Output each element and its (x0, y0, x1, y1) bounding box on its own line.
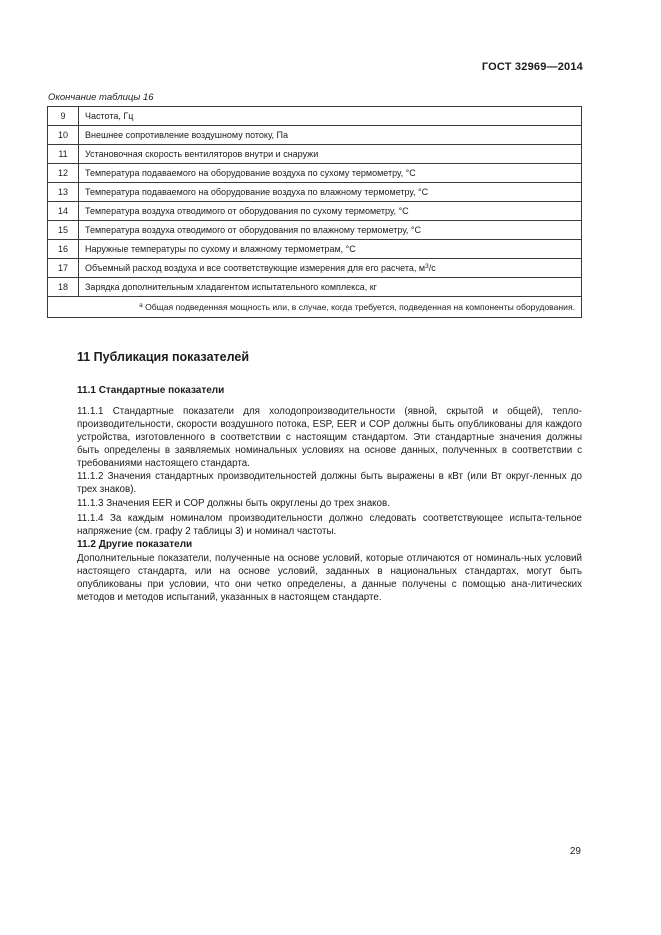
row-text: Частота, Гц (79, 107, 582, 126)
table-footnote-row (48, 297, 582, 318)
table-caption: Окончание таблицы 16 (48, 92, 154, 103)
row-text (79, 259, 582, 278)
row-number: 13 (48, 183, 79, 202)
paragraph-11-1-4: 11.1.4 За каждым номиналом производительности должно следовать соответствующее испыта-тельное напряжение (см. графу 2 таблицы 3) и номинал частоты. (77, 513, 582, 537)
row-text-main: Объемный расход воздуха и все соответствующие измерения для его расчета, м (85, 263, 426, 273)
row-text-unit: /с (428, 263, 436, 273)
row-number: 16 (48, 240, 79, 259)
table-row (48, 240, 582, 259)
table-row (48, 145, 582, 164)
superscript-3: 3 (425, 263, 429, 270)
row-number: 14 (48, 202, 79, 221)
table-footnote (48, 297, 582, 318)
subsection-title-standard: 11.1 Стандартные показатели (77, 385, 225, 396)
row-number: 12 (48, 164, 79, 183)
row-number: 9 (48, 107, 79, 126)
row-text: Температура подаваемого на оборудование воздуха по влажному термометру, °С (79, 183, 582, 202)
footnote-text: Общая подведенная мощность или, в случае, когда требуется, подведенная на компоненты оборудования. (142, 302, 575, 312)
row-number: 15 (48, 221, 79, 240)
row-text: Температура подаваемого на оборудование воздуха по сухому термометру, °С (79, 164, 582, 183)
table-row (48, 107, 582, 126)
table-row (48, 221, 582, 240)
row-number: 17 (48, 259, 79, 278)
table-row (48, 259, 582, 278)
footnote-mark: а (139, 302, 143, 309)
paragraph-11-1-2: 11.1.2 Значения стандартных производительностей должны быть выражены в кВт (или Вт округ-ленных до трех знаков). (77, 471, 582, 495)
row-text: Внешнее сопротивление воздушному потоку, Па (79, 126, 582, 145)
row-text: Наружные температуры по сухому и влажному термометрам, °С (79, 240, 582, 259)
page-number: 29 (569, 846, 581, 857)
table-row (48, 183, 582, 202)
row-number: 11 (48, 145, 79, 164)
row-text: Температура воздуха отводимого от оборудования по сухому термометру, °С (79, 202, 582, 221)
paragraph-11-1-1: 11.1.1 Стандартные показатели для холодопроизводительности (явной, скрытой и общей), тепло-производительности, скорости воздушного потока, ESP, EER и COP должны быть опубликованы для каждого устройства, изготовленного в соответствии с настоящим стандартом. Эти стандартные значения должны быть определены в заявляемых номинальных условиях на основе данных, полученных в соответствии с требованиями настоящего стандарта. (77, 406, 582, 469)
row-number: 10 (48, 126, 79, 145)
table-16 (47, 106, 582, 318)
subsection-title-other: 11.2 Другие показатели (77, 539, 193, 550)
row-text: Зарядка дополнительным хладагентом испытательного комплекса, кг (79, 278, 582, 297)
row-text: Температура воздуха отводимого от оборудования по влажному термометру, °С (79, 221, 582, 240)
table-row (48, 126, 582, 145)
paragraph-11-2: Дополнительные показатели, полученные на основе условий, которые отличаются от номиналь-ных условий настоящего стандарта, или на основе условий, заданных в национальных стандартах, могут быть опубликованы при условии, что они четко определены, а данные получены с помощью ана-литических методов и методов испытаний, указанных в настоящем стандарте. (77, 553, 582, 603)
table-row (48, 278, 582, 297)
row-number: 18 (48, 278, 79, 297)
row-text: Установочная скорость вентиляторов внутри и снаружи (79, 145, 582, 164)
table-row (48, 202, 582, 221)
paragraph-11-1-3: 11.1.3 Значения EER и COP должны быть округлены до трех знаков. (77, 498, 390, 509)
section-title: 11 Публикация показателей (77, 350, 250, 364)
table-row (48, 164, 582, 183)
standard-header: ГОСТ 32969—2014 (481, 61, 583, 73)
